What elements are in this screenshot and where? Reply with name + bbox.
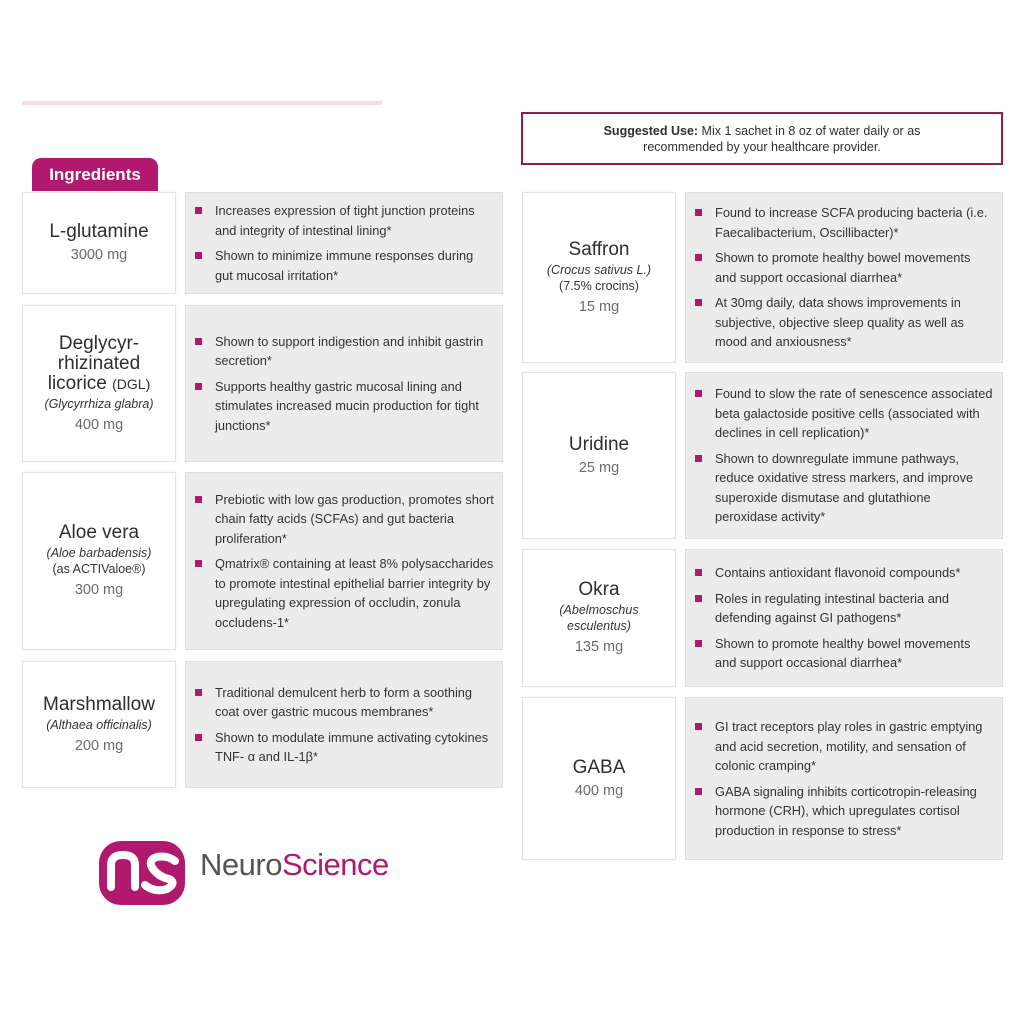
benefit-bullet: GI tract receptors play roles in gastric emptying and acid secretion, motility, and sensation of colonic cramping* [715, 717, 994, 776]
ingredient-desc-gaba [685, 697, 1003, 860]
ingredient-desc-okra [685, 549, 1003, 687]
benefit-bullet: Roles in regulating intestinal bacteria and defending against GI pathogens* [715, 589, 994, 628]
ingredient-title-line [48, 374, 151, 394]
ingredient-latin-name: (Abelmoschus [559, 603, 639, 617]
benefit-bullet: Increases expression of tight junction proteins and integrity of intestinal lining* [215, 201, 494, 240]
benefit-bullet: Shown to promote healthy bowel movements and support occasional diarrhea* [715, 634, 994, 673]
ingredient-title: L-glutamine [49, 221, 149, 242]
ingredient-title-abbr: (DGL) [112, 375, 151, 392]
ingredient-standardization: (7.5% crocins) [559, 278, 639, 293]
benefit-bullet: GABA signaling inhibits corticotropin-releasing hormone (CRH), which upregulates cortisol production in response to stress* [715, 782, 994, 841]
suggested-use-text: Mix 1 sachet in 8 oz of water daily or as recommended by your healthcare provider. [643, 123, 921, 154]
ingredient-name-saffron [522, 192, 676, 363]
benefit-bullet: Found to slow the rate of senescence associated beta galactoside positive cells (associated with declines in cell replication)* [715, 384, 994, 443]
ingredient-title: Marshmallow [43, 693, 155, 715]
ingredient-desc-marshmallow [185, 661, 503, 788]
ingredient-title: GABA [572, 756, 626, 778]
ingredient-latin-name: (Glycyrrhiza glabra) [44, 396, 154, 411]
ingredient-name-l-glutamine [22, 192, 176, 294]
benefit-bullet: Qmatrix® containing at least 8% polysaccharides to promote intestinal epithelial barrier integrity by upregulating expression of occludin, zonula occludens-1* [215, 554, 494, 632]
ingredient-latin-name: (Crocus sativus L.) [546, 262, 652, 277]
ingredient-latin-name: esculentus) [567, 619, 631, 633]
ingredient-name-uridine [522, 372, 676, 539]
benefit-bullet: Found to increase SCFA producing bacteria (i.e. Faecalibacterium, Oscillibacter)* [715, 203, 994, 242]
logo-word-neuro: Neuro [200, 847, 282, 882]
ingredient-dose: 400 mg [74, 416, 124, 433]
ingredient-name-aloe-vera [22, 472, 176, 650]
benefit-bullet: Traditional demulcent herb to form a soothing coat over gastric mucous membranes* [215, 683, 494, 722]
benefit-bullet: At 30mg daily, data shows improvements in subjective, objective sleep quality as well as mood and anxiousness* [715, 293, 994, 352]
suggested-use-box [521, 112, 1003, 165]
ingredient-desc-aloe-vera [185, 472, 503, 650]
ns-monogram-icon [97, 835, 189, 910]
ingredient-title-line: rhizinated [57, 352, 141, 374]
ingredient-dose: 300 mg [74, 582, 124, 598]
ingredient-title: Aloe vera [58, 522, 140, 543]
ingredient-title: Okra [578, 579, 620, 600]
ingredient-title: Uridine [568, 433, 630, 455]
ingredient-desc-uridine [685, 372, 1003, 539]
ingredient-name-dgl [22, 305, 176, 462]
benefit-bullet: Shown to downregulate immune pathways, reduce oxidative stress markers, and improve superoxide dismutase and glutathione peroxidase activity* [715, 449, 994, 527]
ingredient-name-okra [522, 549, 676, 687]
benefit-bullet: Contains antioxidant flavonoid compounds* [715, 563, 994, 583]
ingredient-title: Saffron [568, 238, 630, 260]
ingredient-title-line: Deglycyr- [58, 332, 140, 354]
ingredient-dose: 200 mg [74, 737, 124, 754]
ingredient-title-word: licorice [47, 372, 107, 394]
benefit-bullet: Shown to promote healthy bowel movements and support occasional diarrhea* [715, 248, 994, 287]
ingredient-desc-l-glutamine [185, 192, 503, 294]
suggested-use-label: Suggested Use: [603, 123, 699, 138]
benefit-bullet: Supports healthy gastric mucosal lining and stimulates increased mucin production for tight junctions* [215, 377, 494, 436]
ingredient-source: (as ACTIValoe®) [52, 562, 146, 576]
ingredient-desc-saffron [685, 192, 1003, 363]
ingredient-dose: 25 mg [578, 459, 620, 476]
logo-wordmark [200, 847, 389, 883]
ingredient-dose: 135 mg [574, 639, 624, 655]
ingredient-latin-name: (Althaea officinalis) [46, 717, 152, 732]
ingredient-name-marshmallow [22, 661, 176, 788]
logo-word-science: Science [281, 847, 389, 882]
neuroscience-logo [97, 835, 397, 910]
ingredient-dose: 3000 mg [70, 247, 128, 263]
ingredient-name-gaba [522, 697, 676, 860]
ingredient-latin-name: (Aloe barbadensis) [46, 546, 152, 560]
benefit-bullet: Shown to support indigestion and inhibit gastrin secretion* [215, 332, 494, 371]
ingredient-desc-dgl [185, 305, 503, 462]
benefit-bullet: Shown to modulate immune activating cytokines TNF- α and IL-1β* [215, 728, 494, 767]
benefit-bullet: Shown to minimize immune responses during gut mucosal irritation* [215, 246, 494, 285]
benefit-bullet: Prebiotic with low gas production, promotes short chain fatty acids (SCFAs) and gut bacteria proliferation* [215, 490, 494, 549]
ingredient-dose: 400 mg [574, 782, 624, 799]
header-divider [22, 101, 382, 105]
ingredient-dose: 15 mg [578, 298, 620, 315]
ingredients-tab: Ingredients [32, 158, 158, 191]
